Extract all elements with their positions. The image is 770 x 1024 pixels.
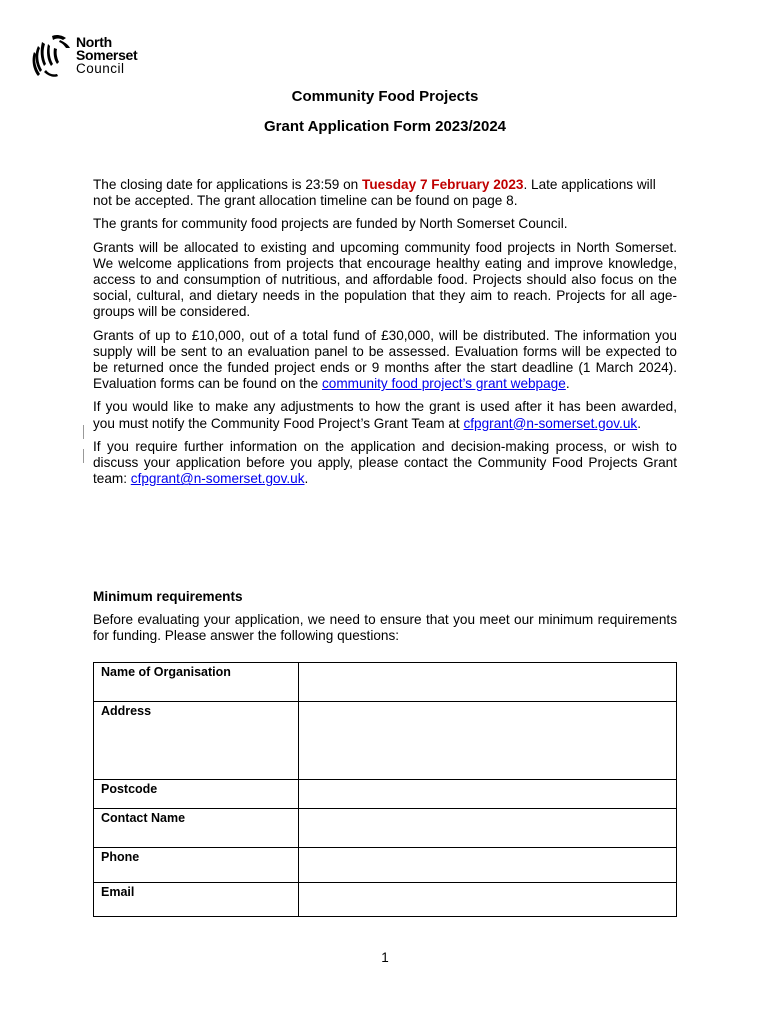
change-bar (83, 449, 84, 463)
page-number: 1 (381, 950, 389, 965)
funding-paragraph: The grants for community food projects are funded by North Somerset Council. (93, 216, 568, 232)
closing-date: Tuesday 7 February 2023 (362, 177, 524, 192)
field-label: Name of Organisation (94, 663, 299, 702)
text-run: . (304, 471, 309, 487)
text-run: The closing date for applications is 23:59 on (93, 177, 363, 192)
table-row (94, 848, 677, 883)
field-label: Address (94, 702, 299, 780)
email-link[interactable]: cfpgrant@n-somerset.gov.uk (463, 415, 638, 431)
requirements-heading: Minimum requirements (93, 589, 243, 604)
phone-field[interactable] (299, 848, 677, 883)
text-run: . (565, 376, 570, 392)
page-title: Community Food Projects (291, 88, 479, 105)
field-label: Postcode (94, 780, 299, 809)
field-label: Phone (94, 848, 299, 883)
grants-paragraph (93, 328, 677, 393)
table-row (94, 663, 677, 702)
logo-line-3: Council (76, 61, 125, 76)
field-label: Contact Name (94, 809, 299, 848)
closing-date-paragraph (93, 177, 677, 209)
contact-name-field[interactable] (299, 809, 677, 848)
applicant-details-table (93, 662, 677, 917)
text-run: . (637, 415, 641, 431)
table-row (94, 702, 677, 780)
email-field[interactable] (299, 883, 677, 917)
table-row (94, 883, 677, 917)
contact-paragraph (93, 439, 677, 488)
council-logo (30, 32, 160, 82)
council-name (76, 36, 137, 75)
field-label: Email (94, 883, 299, 917)
text-run: Grants of up to £10,000, out of a total fund of £30,000, will be distributed. The information you supply will be sent to an evaluation panel to be assessed. Evaluation forms will be expected to be returned once the funded project ends or 9 months after the start deadline (1 March 2024). Evaluation forms can be found on the (93, 327, 677, 392)
logo-line-1: North (76, 34, 112, 50)
council-crest-icon (30, 32, 76, 82)
text-run: . Late applications will not be accepted. The grant allocation timeline can be found on page 8. (93, 177, 656, 209)
address-field[interactable] (299, 702, 677, 780)
requirements-text: Before evaluating your application, we need to ensure that you meet our minimum requirements for funding. Please answer the following questions: (93, 612, 677, 644)
postcode-field[interactable] (299, 780, 677, 809)
intro-text (93, 177, 677, 494)
change-bar (83, 425, 84, 439)
allocation-paragraph: Grants will be allocated to existing and upcoming community food projects in North Somerset. We welcome applications from projects that encourage healthy eating and improve knowledge, access to and consumption of nutritious, and affordable food. Projects should also focus on the social, cultural, and dietary needs in the population that they aim to reach. Projects for all age-groups will be considered. (93, 239, 677, 320)
email-link[interactable]: cfpgrant@n-somerset.gov.uk (130, 471, 305, 487)
text-run: If you would like to make any adjustments to how the grant is used after it has been awarded, you must notify the Community Food Project’s Grant Team at (93, 399, 677, 431)
logo-line-2: Somerset (76, 47, 138, 63)
page-subtitle: Grant Application Form 2023/2024 (263, 118, 507, 135)
table-row (94, 780, 677, 809)
text-run: If you require further information on the application and decision-making process, or wish to discuss your application before you apply, please contact the Community Food Projects Grant team: (93, 438, 677, 487)
table-row (94, 809, 677, 848)
adjustments-paragraph (93, 399, 677, 431)
grant-webpage-link[interactable]: community food project’s grant webpage (321, 376, 566, 392)
organisation-name-field[interactable] (299, 663, 677, 702)
